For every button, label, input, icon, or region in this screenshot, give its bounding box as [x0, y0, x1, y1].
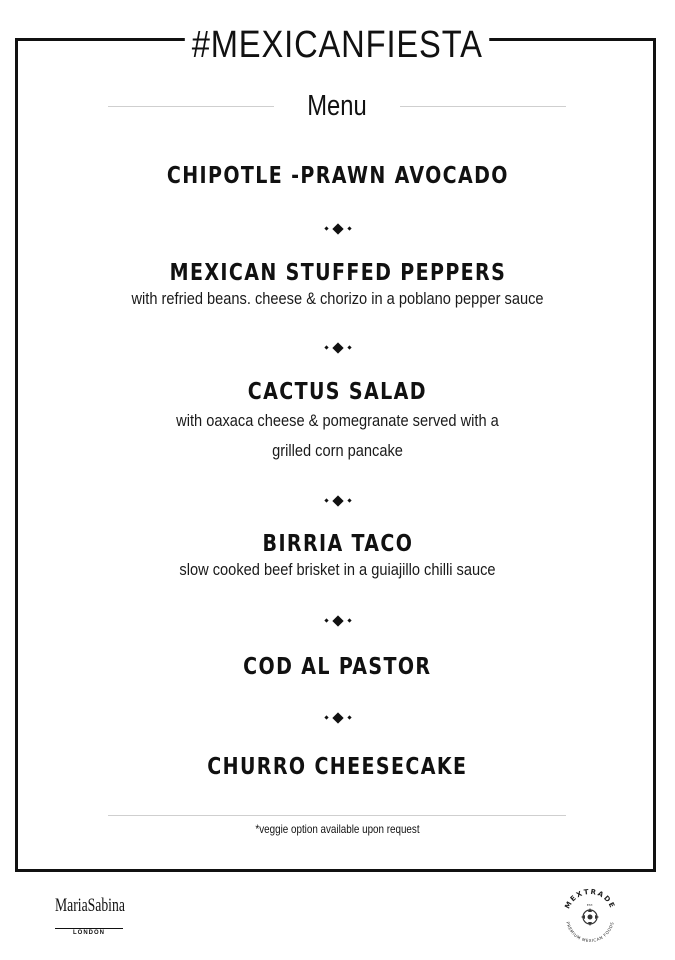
divider-line [400, 106, 566, 107]
diamond-divider [0, 709, 675, 721]
small-diamond-icon [324, 619, 328, 623]
dish-item [40, 161, 635, 191]
small-diamond-icon [347, 716, 351, 720]
dish-item [40, 752, 635, 782]
small-diamond-icon [347, 227, 351, 231]
small-diamond-icon [324, 346, 328, 350]
small-diamond-icon [324, 499, 328, 503]
small-diamond-icon [347, 619, 351, 623]
dish-description: slow cooked beef brisket in a guiajillo chilli sauce [179, 560, 496, 579]
diamond-divider [0, 339, 675, 351]
dish-name: COD AL PASTOR [243, 654, 432, 680]
dish-description: with oaxaca cheese & pomegranate served with a [176, 411, 499, 430]
menu-heading [108, 86, 566, 126]
small-diamond-icon [347, 499, 351, 503]
diamond-divider [0, 220, 675, 232]
logo-underline [55, 928, 123, 929]
mextrade-logo [558, 884, 622, 948]
logo-subtext: LONDON [73, 930, 105, 936]
dish-name: MEXICAN STUFFED PEPPERS [169, 260, 506, 286]
small-diamond-icon [347, 346, 351, 350]
mextrade-seal-icon [558, 884, 622, 948]
maria-sabina-logo [55, 895, 127, 945]
dish-name: CHIPOTLE -PRAWN AVOCADO [166, 163, 509, 189]
page-title: #MEXICANFIESTA [185, 22, 490, 68]
menu-label: Menu [307, 90, 367, 122]
title-wrap [0, 22, 675, 68]
dish-item [40, 652, 635, 682]
dish-name: BIRRIA TACO [262, 531, 413, 557]
diamond-divider [0, 492, 675, 504]
logo-est-text: EST. [586, 903, 594, 907]
dish-name: CACTUS SALAD [247, 379, 428, 405]
footer-divider [108, 815, 566, 816]
dish-name: CHURRO CHEESECAKE [207, 754, 468, 780]
diamond-divider [0, 612, 675, 624]
logo-brand-arc: MEXTRADE [563, 887, 617, 911]
dish-item [40, 529, 635, 585]
small-diamond-icon [324, 716, 328, 720]
footnote: *veggie option available upon request [255, 822, 420, 836]
logo-brand-text: MariaSabina [55, 895, 125, 916]
dish-item [40, 258, 635, 314]
dish-description: with refried beans. cheese & chorizo in a poblano pepper sauce [131, 289, 544, 308]
dish-item [40, 377, 635, 466]
dish-description: grilled corn pancake [272, 441, 403, 460]
logo-tagline-arc: PREMIUM MEXICAN FOODS [565, 921, 615, 944]
small-diamond-icon [324, 227, 328, 231]
